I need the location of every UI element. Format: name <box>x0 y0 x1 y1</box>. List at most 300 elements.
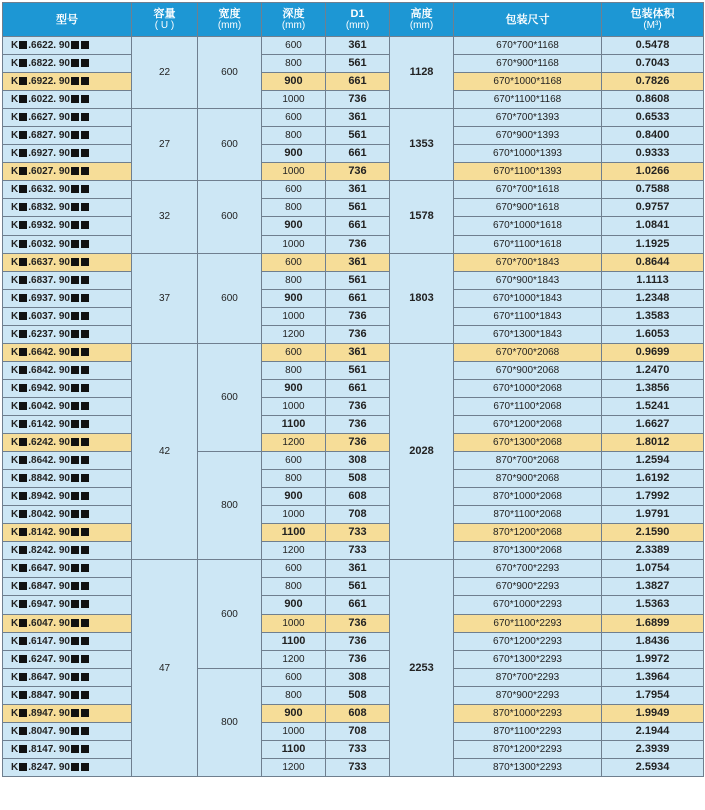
model-cell <box>3 596 132 614</box>
model-suffix: . 90 <box>53 761 70 773</box>
d1-cell: 361 <box>326 181 390 199</box>
depth-cell: 1100 <box>262 415 326 433</box>
depth-cell: 1000 <box>262 307 326 325</box>
pack-size-cell: 670*1000*1168 <box>454 73 602 91</box>
redacted-block <box>19 673 27 681</box>
pack-volume-cell: 1.6627 <box>602 415 704 433</box>
capacity-cell: 22 <box>132 37 198 109</box>
model-prefix: K <box>11 76 19 88</box>
table-row <box>3 145 704 163</box>
model-code: .6642 <box>28 346 54 358</box>
model-code: .6847 <box>28 581 54 593</box>
model-prefix: K <box>11 491 19 503</box>
model-suffix: . 90 <box>53 707 70 719</box>
pack-volume-cell: 0.6533 <box>602 109 704 127</box>
table-row <box>3 488 704 506</box>
width-cell: 800 <box>198 668 262 776</box>
model-suffix: . 90 <box>53 545 70 557</box>
pack-volume-cell: 2.1944 <box>602 722 704 740</box>
model-suffix: . 90 <box>53 40 70 52</box>
pack-volume-cell: 1.3583 <box>602 307 704 325</box>
redacted-block <box>71 673 79 681</box>
model-prefix: K <box>11 364 19 376</box>
pack-volume-cell: 0.8644 <box>602 253 704 271</box>
pack-size-cell: 870*1300*2068 <box>454 542 602 560</box>
depth-cell: 600 <box>262 109 326 127</box>
model-suffix: . 90 <box>53 328 70 340</box>
model-prefix: K <box>11 635 19 647</box>
redacted-block <box>19 95 27 103</box>
redacted-block <box>71 294 79 302</box>
redacted-block <box>19 438 27 446</box>
table-row <box>3 596 704 614</box>
model-code: .6627 <box>28 112 54 124</box>
redacted-block <box>81 438 89 446</box>
redacted-block <box>81 402 89 410</box>
redacted-block <box>19 763 27 771</box>
model-suffix: . 90 <box>53 310 70 322</box>
table-row <box>3 109 704 127</box>
table-row <box>3 37 704 55</box>
redacted-block <box>71 546 79 554</box>
model-suffix: . 90 <box>53 94 70 106</box>
redacted-block <box>19 276 27 284</box>
pack-size-cell: 670*700*1393 <box>454 109 602 127</box>
model-suffix: . 90 <box>53 527 70 539</box>
model-suffix: . 90 <box>53 382 70 394</box>
model-cell <box>3 55 132 73</box>
table-row <box>3 686 704 704</box>
model-cell <box>3 343 132 361</box>
table-row <box>3 307 704 325</box>
table-row <box>3 740 704 758</box>
model-suffix: . 90 <box>53 617 70 629</box>
redacted-block <box>71 131 79 139</box>
d1-cell: 561 <box>326 578 390 596</box>
pack-volume-cell: 1.9791 <box>602 506 704 524</box>
height-cell: 1353 <box>390 109 454 181</box>
table-row <box>3 722 704 740</box>
redacted-block <box>71 95 79 103</box>
pack-size-cell: 670*1200*2293 <box>454 632 602 650</box>
model-code: .8247 <box>28 761 54 773</box>
redacted-block <box>71 528 79 536</box>
redacted-block <box>81 221 89 229</box>
d1-cell: 736 <box>326 91 390 109</box>
redacted-block <box>71 167 79 175</box>
model-prefix: K <box>11 166 19 178</box>
redacted-block <box>71 510 79 518</box>
model-code: .6027 <box>28 166 54 178</box>
depth-cell: 1100 <box>262 740 326 758</box>
depth-cell: 800 <box>262 470 326 488</box>
redacted-block <box>81 637 89 645</box>
table-row <box>3 506 704 524</box>
model-prefix: K <box>11 473 19 485</box>
model-code: .6947 <box>28 599 54 611</box>
depth-cell: 600 <box>262 181 326 199</box>
pack-size-cell: 870*1200*2293 <box>454 740 602 758</box>
depth-cell: 800 <box>262 686 326 704</box>
table-row <box>3 578 704 596</box>
pack-size-cell: 670*1200*2068 <box>454 415 602 433</box>
model-cell <box>3 163 132 181</box>
model-prefix: K <box>11 328 19 340</box>
model-suffix: . 90 <box>53 202 70 214</box>
model-cell <box>3 470 132 488</box>
model-cell <box>3 452 132 470</box>
model-code: .6042 <box>28 400 54 412</box>
redacted-block <box>71 330 79 338</box>
model-code: .8147 <box>28 743 54 755</box>
redacted-block <box>71 312 79 320</box>
model-prefix: K <box>11 509 19 521</box>
depth-cell: 900 <box>262 73 326 91</box>
pack-volume-cell: 1.1925 <box>602 235 704 253</box>
redacted-block <box>71 438 79 446</box>
redacted-block <box>19 745 27 753</box>
table-row <box>3 343 704 361</box>
table-row <box>3 650 704 668</box>
pack-size-cell: 870*700*2293 <box>454 668 602 686</box>
height-cell: 2028 <box>390 343 454 560</box>
table-row <box>3 73 704 91</box>
model-cell <box>3 271 132 289</box>
model-prefix: K <box>11 581 19 593</box>
model-code: .6647 <box>28 563 54 575</box>
model-prefix: K <box>11 743 19 755</box>
depth-cell: 800 <box>262 199 326 217</box>
depth-cell: 900 <box>262 289 326 307</box>
model-cell <box>3 578 132 596</box>
pack-volume-cell: 2.1590 <box>602 524 704 542</box>
header-width: 宽度 (mm) <box>198 3 262 37</box>
pack-volume-cell: 1.8012 <box>602 434 704 452</box>
redacted-block <box>19 77 27 85</box>
d1-cell: 561 <box>326 199 390 217</box>
model-code: .6147 <box>28 635 54 647</box>
depth-cell: 1200 <box>262 758 326 776</box>
d1-cell: 736 <box>326 434 390 452</box>
pack-size-cell: 670*900*1618 <box>454 199 602 217</box>
redacted-block <box>81 655 89 663</box>
pack-size-cell: 670*1000*2293 <box>454 596 602 614</box>
model-cell <box>3 704 132 722</box>
d1-cell: 736 <box>326 325 390 343</box>
model-prefix: K <box>11 437 19 449</box>
d1-cell: 308 <box>326 452 390 470</box>
d1-cell: 733 <box>326 758 390 776</box>
depth-cell: 1000 <box>262 722 326 740</box>
model-code: .8647 <box>28 671 54 683</box>
width-cell: 800 <box>198 452 262 560</box>
redacted-block <box>71 655 79 663</box>
table-row <box>3 163 704 181</box>
redacted-block <box>81 510 89 518</box>
depth-cell: 800 <box>262 55 326 73</box>
model-suffix: . 90 <box>53 166 70 178</box>
model-suffix: . 90 <box>53 148 70 160</box>
redacted-block <box>71 745 79 753</box>
depth-cell: 1000 <box>262 235 326 253</box>
model-code: .6932 <box>28 220 54 232</box>
table-row <box>3 325 704 343</box>
pack-size-cell: 670*900*1843 <box>454 271 602 289</box>
header-pack-volume: 包装体积 (M³) <box>602 3 704 37</box>
capacity-cell: 47 <box>132 560 198 777</box>
d1-cell: 736 <box>326 163 390 181</box>
pack-volume-cell: 0.7826 <box>602 73 704 91</box>
redacted-block <box>81 330 89 338</box>
redacted-block <box>81 276 89 284</box>
model-prefix: K <box>11 184 19 196</box>
d1-cell: 661 <box>326 145 390 163</box>
table-row <box>3 434 704 452</box>
model-suffix: . 90 <box>53 491 70 503</box>
pack-volume-cell: 0.8400 <box>602 127 704 145</box>
d1-cell: 661 <box>326 289 390 307</box>
redacted-block <box>81 312 89 320</box>
capacity-cell: 32 <box>132 181 198 253</box>
redacted-block <box>71 276 79 284</box>
pack-volume-cell: 1.2348 <box>602 289 704 307</box>
redacted-block <box>19 637 27 645</box>
redacted-block <box>19 294 27 302</box>
pack-size-cell: 670*900*2068 <box>454 361 602 379</box>
depth-cell: 600 <box>262 560 326 578</box>
model-prefix: K <box>11 725 19 737</box>
pack-size-cell: 670*1100*1843 <box>454 307 602 325</box>
depth-cell: 900 <box>262 704 326 722</box>
width-cell: 600 <box>198 109 262 181</box>
pack-size-cell: 670*900*1168 <box>454 55 602 73</box>
redacted-block <box>81 240 89 248</box>
redacted-block <box>19 474 27 482</box>
model-code: .6922 <box>28 76 54 88</box>
pack-volume-cell: 0.7043 <box>602 55 704 73</box>
model-suffix: . 90 <box>53 743 70 755</box>
redacted-block <box>81 95 89 103</box>
model-code: .6247 <box>28 653 54 665</box>
d1-cell: 508 <box>326 470 390 488</box>
model-cell <box>3 614 132 632</box>
redacted-block <box>19 564 27 572</box>
model-code: .6047 <box>28 617 54 629</box>
model-code: .8242 <box>28 545 54 557</box>
redacted-block <box>19 131 27 139</box>
d1-cell: 736 <box>326 415 390 433</box>
model-prefix: K <box>11 653 19 665</box>
redacted-block <box>19 492 27 500</box>
model-code: .6827 <box>28 130 54 142</box>
model-suffix: . 90 <box>53 455 70 467</box>
table-row <box>3 397 704 415</box>
depth-cell: 800 <box>262 127 326 145</box>
spec-table <box>2 2 704 777</box>
depth-cell: 800 <box>262 361 326 379</box>
redacted-block <box>81 582 89 590</box>
header-depth: 深度 (mm) <box>262 3 326 37</box>
model-cell <box>3 253 132 271</box>
model-prefix: K <box>11 220 19 232</box>
depth-cell: 1000 <box>262 506 326 524</box>
model-cell <box>3 686 132 704</box>
model-suffix: . 90 <box>53 563 70 575</box>
d1-cell: 361 <box>326 253 390 271</box>
redacted-block <box>19 366 27 374</box>
redacted-block <box>71 185 79 193</box>
depth-cell: 900 <box>262 217 326 235</box>
model-suffix: . 90 <box>53 76 70 88</box>
model-suffix: . 90 <box>53 220 70 232</box>
capacity-cell: 27 <box>132 109 198 181</box>
redacted-block <box>81 203 89 211</box>
model-suffix: . 90 <box>53 671 70 683</box>
redacted-block <box>19 582 27 590</box>
table-row <box>3 614 704 632</box>
pack-volume-cell: 1.8436 <box>602 632 704 650</box>
d1-cell: 661 <box>326 596 390 614</box>
redacted-block <box>19 330 27 338</box>
model-prefix: K <box>11 419 19 430</box>
table-row <box>3 758 704 776</box>
width-cell: 600 <box>198 37 262 109</box>
model-suffix: . 90 <box>53 437 70 449</box>
redacted-block <box>71 492 79 500</box>
model-code: .8942 <box>28 491 54 503</box>
width-cell: 600 <box>198 560 262 668</box>
depth-cell: 1000 <box>262 614 326 632</box>
pack-size-cell: 670*1300*1843 <box>454 325 602 343</box>
model-prefix: K <box>11 256 19 268</box>
redacted-block <box>81 564 89 572</box>
model-suffix: . 90 <box>53 274 70 286</box>
d1-cell: 736 <box>326 307 390 325</box>
table-row <box>3 452 704 470</box>
model-code: .8142 <box>28 527 54 539</box>
table-body <box>3 37 704 777</box>
model-code: .6837 <box>28 274 54 286</box>
depth-cell: 800 <box>262 578 326 596</box>
redacted-block <box>71 402 79 410</box>
model-cell <box>3 668 132 686</box>
model-cell <box>3 217 132 235</box>
d1-cell: 661 <box>326 379 390 397</box>
pack-volume-cell: 1.2594 <box>602 452 704 470</box>
model-prefix: K <box>11 563 19 575</box>
redacted-block <box>71 258 79 266</box>
table-row <box>3 632 704 650</box>
depth-cell: 1000 <box>262 397 326 415</box>
model-cell <box>3 650 132 668</box>
redacted-block <box>71 41 79 49</box>
model-suffix: . 90 <box>53 112 70 124</box>
model-suffix: . 90 <box>53 238 70 250</box>
pack-size-cell: 870*1100*2293 <box>454 722 602 740</box>
redacted-block <box>81 691 89 699</box>
model-prefix: K <box>11 346 19 358</box>
pack-volume-cell: 1.3856 <box>602 379 704 397</box>
model-prefix: K <box>11 148 19 160</box>
redacted-block <box>19 59 27 67</box>
d1-cell: 736 <box>326 397 390 415</box>
pack-volume-cell: 1.0841 <box>602 217 704 235</box>
model-code: .6022 <box>28 94 54 106</box>
model-prefix: K <box>11 274 19 286</box>
redacted-block <box>81 366 89 374</box>
model-code: .6927 <box>28 148 54 160</box>
redacted-block <box>19 113 27 121</box>
header-height: 高度 (mm) <box>390 3 454 37</box>
redacted-block <box>19 402 27 410</box>
pack-size-cell: 670*700*1168 <box>454 37 602 55</box>
model-prefix: K <box>11 400 19 412</box>
model-cell <box>3 722 132 740</box>
pack-size-cell: 670*700*1618 <box>454 181 602 199</box>
model-suffix: . 90 <box>53 58 70 70</box>
width-cell: 600 <box>198 181 262 253</box>
model-cell <box>3 560 132 578</box>
d1-cell: 733 <box>326 524 390 542</box>
model-cell <box>3 434 132 452</box>
d1-cell: 361 <box>326 109 390 127</box>
capacity-cell: 37 <box>132 253 198 343</box>
pack-volume-cell: 1.7954 <box>602 686 704 704</box>
header-row <box>3 3 704 37</box>
model-prefix: K <box>11 112 19 124</box>
pack-volume-cell: 1.6053 <box>602 325 704 343</box>
d1-cell: 708 <box>326 506 390 524</box>
model-suffix: . 90 <box>53 130 70 142</box>
redacted-block <box>19 41 27 49</box>
redacted-block <box>71 113 79 121</box>
depth-cell: 1100 <box>262 524 326 542</box>
redacted-block <box>19 619 27 627</box>
model-suffix: . 90 <box>53 364 70 376</box>
depth-cell: 800 <box>262 271 326 289</box>
table-row <box>3 55 704 73</box>
model-cell <box>3 145 132 163</box>
model-suffix: . 90 <box>53 689 70 701</box>
height-cell: 1803 <box>390 253 454 343</box>
model-prefix: K <box>11 455 19 467</box>
model-code: .8842 <box>28 473 54 485</box>
model-cell <box>3 73 132 91</box>
pack-size-cell: 870*700*2068 <box>454 452 602 470</box>
pack-size-cell: 870*1000*2293 <box>454 704 602 722</box>
model-code: .6632 <box>28 184 54 196</box>
pack-size-cell: 670*1100*1393 <box>454 163 602 181</box>
redacted-block <box>81 59 89 67</box>
d1-cell: 736 <box>326 650 390 668</box>
redacted-block <box>71 420 79 428</box>
model-suffix: . 90 <box>53 599 70 611</box>
table-row <box>3 289 704 307</box>
redacted-block <box>71 366 79 374</box>
pack-volume-cell: 1.7992 <box>602 488 704 506</box>
model-prefix: K <box>11 599 19 611</box>
d1-cell: 733 <box>326 542 390 560</box>
model-suffix: . 90 <box>53 653 70 665</box>
redacted-block <box>19 510 27 518</box>
d1-cell: 361 <box>326 37 390 55</box>
redacted-block <box>19 420 27 428</box>
d1-cell: 733 <box>326 740 390 758</box>
height-cell: 2253 <box>390 560 454 777</box>
depth-cell: 600 <box>262 668 326 686</box>
redacted-block <box>81 420 89 428</box>
model-code: .6832 <box>28 202 54 214</box>
